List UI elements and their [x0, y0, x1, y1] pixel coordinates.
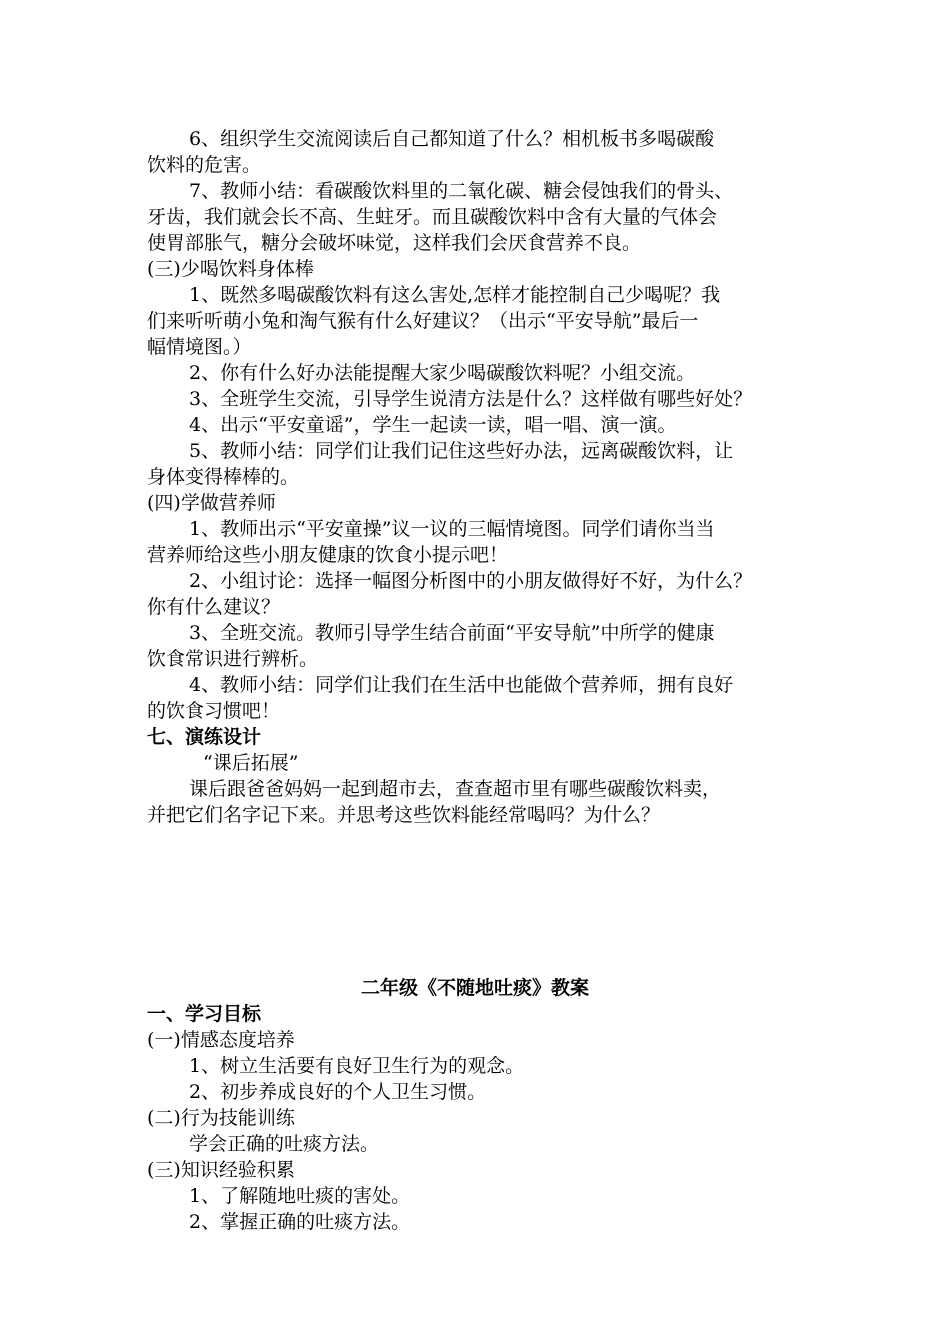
document-title: 二年级《不随地吐痰》教案 — [360, 977, 589, 999]
paragraph-line: 你有什么建议？ — [147, 596, 281, 618]
subtitle: “课后拓展” — [203, 752, 299, 774]
paragraph-line: 的饮食习惯吧！ — [147, 700, 281, 722]
section-heading: 一、学习目标 — [147, 1003, 262, 1025]
paragraph-line: 幅情境图。） — [147, 336, 252, 358]
paragraph-line: 并把它们名字记下来。并思考这些饮料能经常喝吗？为什么？ — [147, 804, 661, 826]
subsection-heading: (二)行为技能训练 — [147, 1107, 295, 1129]
paragraph-line: 身体变得棒棒的。 — [147, 466, 300, 488]
paragraph-line: 使胃部胀气，糖分会破坏味觉，这样我们会厌食营养不良。 — [147, 232, 642, 254]
paragraph-line: 们来听听萌小兔和淘气猴有什么好建议？（出示“平安导航”最后一 — [147, 310, 699, 332]
subsection-heading: (一)情感态度培养 — [147, 1029, 295, 1051]
paragraph-line: 课后跟爸爸妈妈一起到超市去，查查超市里有哪些碳酸饮料卖， — [189, 778, 722, 800]
list-item: 2、掌握正确的吐痰方法。 — [189, 1211, 411, 1233]
paragraph-line: 饮食常识进行辨析。 — [147, 648, 319, 670]
list-item: 学会正确的吐痰方法。 — [189, 1133, 380, 1155]
list-item: 1、树立生活要有良好卫生行为的观念。 — [189, 1055, 525, 1077]
paragraph-line: 饮料的危害。 — [147, 154, 262, 176]
section-heading: (三)少喝饮料身体棒 — [147, 258, 314, 280]
paragraph-line: 7、教师小结：看碳酸饮料里的二氧化碳、糖会侵蚀我们的骨头、 — [189, 180, 734, 202]
paragraph-line: 营养师给这些小朋友健康的饮食小提示吧！ — [147, 544, 509, 566]
paragraph-line: 1、既然多喝碳酸饮料有这么害处,怎样才能控制自己少喝呢？我 — [189, 284, 721, 306]
paragraph-line: 3、全班交流。教师引导学生结合前面“平安导航”中所学的健康 — [189, 622, 715, 644]
paragraph-line: 6、组织学生交流阅读后自己都知道了什么？相机板书多喝碳酸 — [189, 128, 715, 150]
paragraph-line: 2、小组讨论：选择一幅图分析图中的小朋友做得好不好，为什么？ — [189, 570, 753, 592]
list-item: 2、初步养成良好的个人卫生习惯。 — [189, 1081, 487, 1103]
paragraph-line: 2、你有什么好办法能提醒大家少喝碳酸饮料呢？小组交流。 — [189, 362, 696, 384]
list-item: 1、了解随地吐痰的害处。 — [189, 1185, 411, 1207]
paragraph-line: 4、教师小结：同学们让我们在生活中也能做个营养师，拥有良好 — [189, 674, 734, 696]
paragraph-line: 4、出示“平安童谣”，学生一起读一读，唱一唱、演一演。 — [189, 414, 677, 436]
section-heading: 七、演练设计 — [147, 726, 262, 748]
paragraph-line: 1、教师出示“平安童操”议一议的三幅情境图。同学们请你当当 — [189, 518, 715, 540]
subsection-heading: (三)知识经验积累 — [147, 1159, 295, 1181]
paragraph-line: 牙齿，我们就会长不高、生蛀牙。而且碳酸饮料中含有大量的气体会 — [147, 206, 718, 228]
section-heading: (四)学做营养师 — [147, 492, 276, 514]
paragraph-line: 5、教师小结：同学们让我们记住这些好办法，远离碳酸饮料，让 — [189, 440, 734, 462]
paragraph-line: 3、全班学生交流，引导学生说清方法是什么？这样做有哪些好处？ — [189, 388, 753, 410]
